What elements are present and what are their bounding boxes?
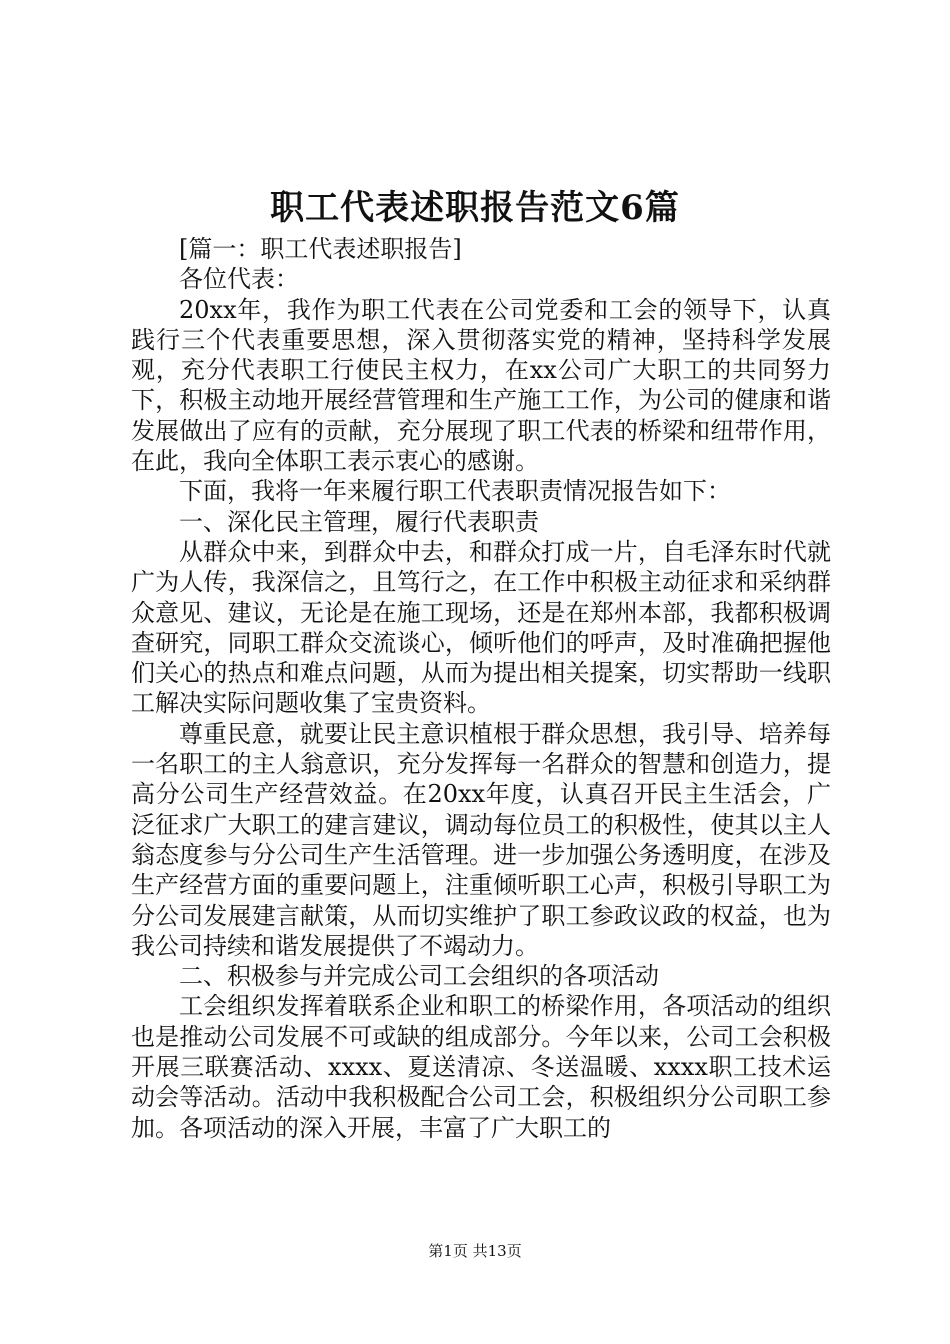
paragraph-intro: 20xx年，我作为职工代表在公司党委和工会的领导下，认真践行三个代表重要思想，深入贯彻落实党的精神，坚持科学发展观，充分代表职工行使民主权力，在xx公司广大职工的共同努力下，积极主动地开展经营管理和生产施工工作，为公司的健康和谐发展做出了应有的贡献，充分展现了职工代表的桥梁和纽带作用，在此，我向全体职工表示衷心的感谢。 — [131, 295, 831, 476]
page-number-footer: 第1页 共13页 — [428, 1242, 522, 1260]
paragraph-heading-one: 一、深化民主管理，履行代表职责 — [179, 507, 539, 536]
paragraph-body-two: 尊重民意，就要让民主意识植根于群众思想，我引导、培养每一名职工的主人翁意识，充分发挥每一名群众的智慧和创造力，提高分公司生产经营效益。在20xx年度，认真召开民主生活会，广泛征求广大职工的建言建议，调动每位员工的积极性，使其以主人翁态度参与分公司生产生活管理。进一步加强公务透明度，在涉及生产经营方面的重要问题上，注重倾听职工心声，积极引导职工为分公司发展建言献策，从而切实维护了职工参政议政的权益，也为我公司持续和谐发展提供了不竭动力。 — [131, 719, 831, 960]
document-title: 职工代表述职报告范文6篇 — [270, 188, 680, 228]
paragraph-body-one: 从群众中来，到群众中去，和群众打成一片，自毛泽东时代就广为人传，我深信之，且笃行之，在工作中积极主动征求和采纳群众意见、建议，无论是在施工现场，还是在郑州本部，我都积极调查研究，同职工群众交流谈心，倾听他们的呼声，及时准确把握他们关心的热点和难点问题，从而为提出相关提案，切实帮助一线职工解决实际问题收集了宝贵资料。 — [131, 537, 831, 718]
paragraph-salutation: 各位代表： — [179, 265, 299, 294]
paragraph-section-heading: [篇一：职工代表述职报告] — [179, 235, 462, 263]
paragraph-heading-two: 二、积极参与并完成公司工会组织的各项活动 — [179, 962, 659, 991]
paragraph-body-three: 工会组织发挥着联系企业和职工的桥梁作用，各项活动的组织也是推动公司发展不可或缺的组成部分。今年以来，公司工会积极开展三联赛活动、xxxx、夏送清凉、冬送温暖、xxxx职工技术运动会等活动。活动中我积极配合公司工会，积极组织分公司职工参加。各项活动的深入开展，丰富了广大职工的 — [131, 992, 831, 1142]
document-body — [131, 234, 831, 1143]
paragraph-transition: 下面，我将一年来履行职工代表职责情况报告如下： — [179, 477, 731, 506]
